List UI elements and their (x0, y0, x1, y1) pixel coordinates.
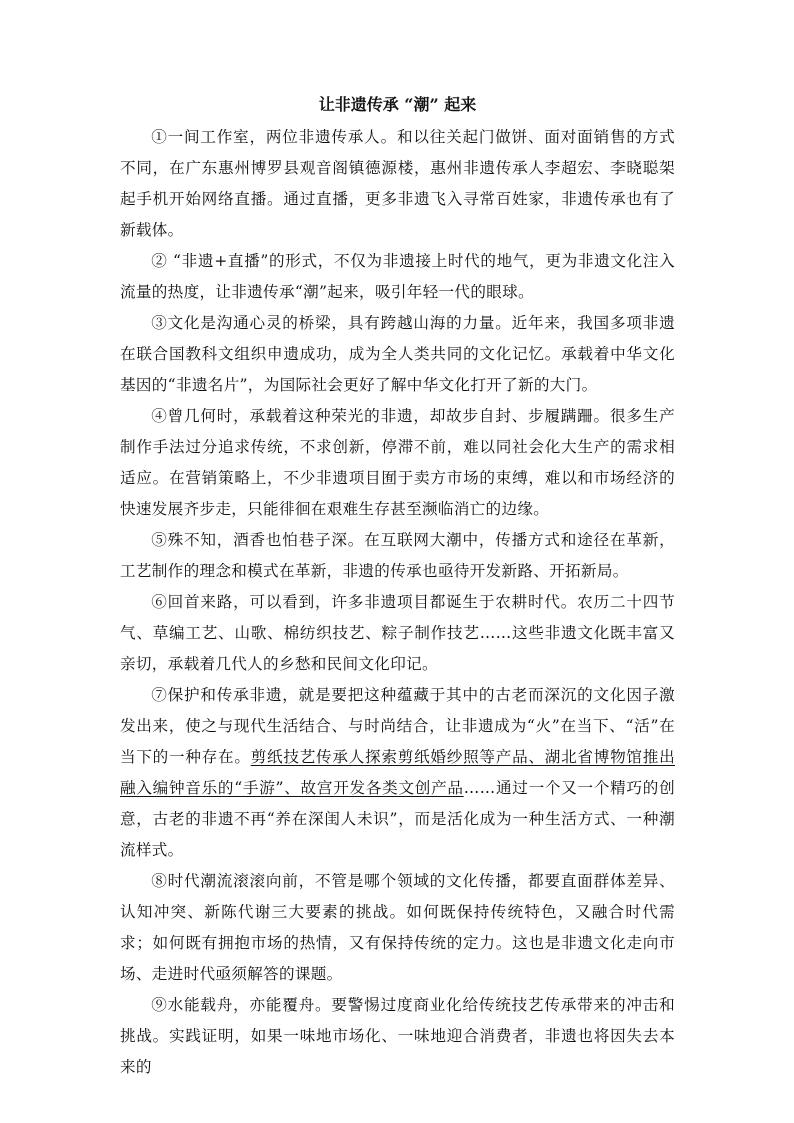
paragraph-8: ⑧时代潮流滚滚向前，不管是哪个领域的文化传播，都要直面群体差异、认知冲突、新陈代谢三大要素的挑战。如何既保持传统特色，又融合时代需求；如何既有拥抱市场的热情，又有保持传统的定力。这也是非遗文化走向市场、走进时代亟须解答的课题。 (120, 872, 675, 983)
paragraph-7-lead: ⑦保护和传承非遗，就是要把这种蕴藏于其中的古老而深沉的文化因子激发出来，使之与现代生活结合、与时尚结合，让非遗成为“火”在当下、“活”在当下的一种存在。 (120, 686, 675, 766)
paragraph-5: ⑤殊不知，酒香也怕巷子深。在互联网大潮中，传播方式和途径在革新，工艺制作的理念和模式在革新，非遗的传承也亟待开发新路、开拓新局。 (120, 531, 675, 580)
paragraph-3: ③文化是沟通心灵的桥梁，具有跨越山海的力量。近年来，我国多项非遗在联合国教科文组织申遗成功，成为全人类共同的文化记忆。承载着中华文化基因的“非遗名片”，为国际社会更好了解中华文化打开了新的大门。 (120, 314, 675, 394)
paragraph-7-underlined-examples: 剪纸技艺传承人探索剪纸婚纱照等产品、湖北省博物馆推出融入编钟音乐的“手游”、故宫开发各类文创产品 (120, 748, 675, 797)
paragraph-9: ⑨水能载舟，亦能覆舟。要警惕过度商业化给传统技艺传承带来的冲击和挑战。实践证明，如果一味地市场化、一味地迎合消费者，非遗也将因失去本来的 (120, 996, 675, 1076)
paragraph-7-tail: ……通过一个又一个精巧的创意，古老的非遗不再“养在深闺人未识”，而是活化成为一种生活方式、一种潮流样式。 (120, 779, 676, 859)
paragraph-4: ④曾几何时，承载着这种荣光的非遗，却故步自封、步履蹒跚。很多生产制作手法过分追求传统，不求创新，停滞不前，难以同社会化大生产的需求相适应。在营销策略上，不少非遗项目囿于卖方市场的束缚，难以和市场经济的快速发展齐步走，只能徘徊在艰难生存甚至濒临消亡的边缘。 (120, 407, 675, 518)
paragraph-2: ② “非遗+直播”的形式，不仅为非遗接上时代的地气，更为非遗文化注入流量的热度，让非遗传承“潮”起来，吸引年轻一代的眼球。 (120, 252, 675, 301)
paragraph-7 (120, 680, 675, 866)
article-title: 让非遗传承 “潮” 起来 (318, 95, 477, 114)
paragraph-1: ①一间工作室，两位非遗传承人。和以往关起门做饼、面对面销售的方式不同，在广东惠州博罗县观音阁镇德源楼，惠州非遗传承人李超宏、李晓聪架起手机开始网络直播。通过直播，更多非遗飞入寻常百姓家，非遗传承也有了新载体。 (120, 128, 675, 239)
article-body (120, 90, 675, 1083)
paragraph-6: ⑥回首来路，可以看到，许多非遗项目都诞生于农耕时代。农历二十四节气、草编工艺、山歌、棉纺织技艺、粽子制作技艺……这些非遗文化既丰富又亲切，承载着几代人的乡愁和民间文化印记。 (120, 593, 675, 673)
